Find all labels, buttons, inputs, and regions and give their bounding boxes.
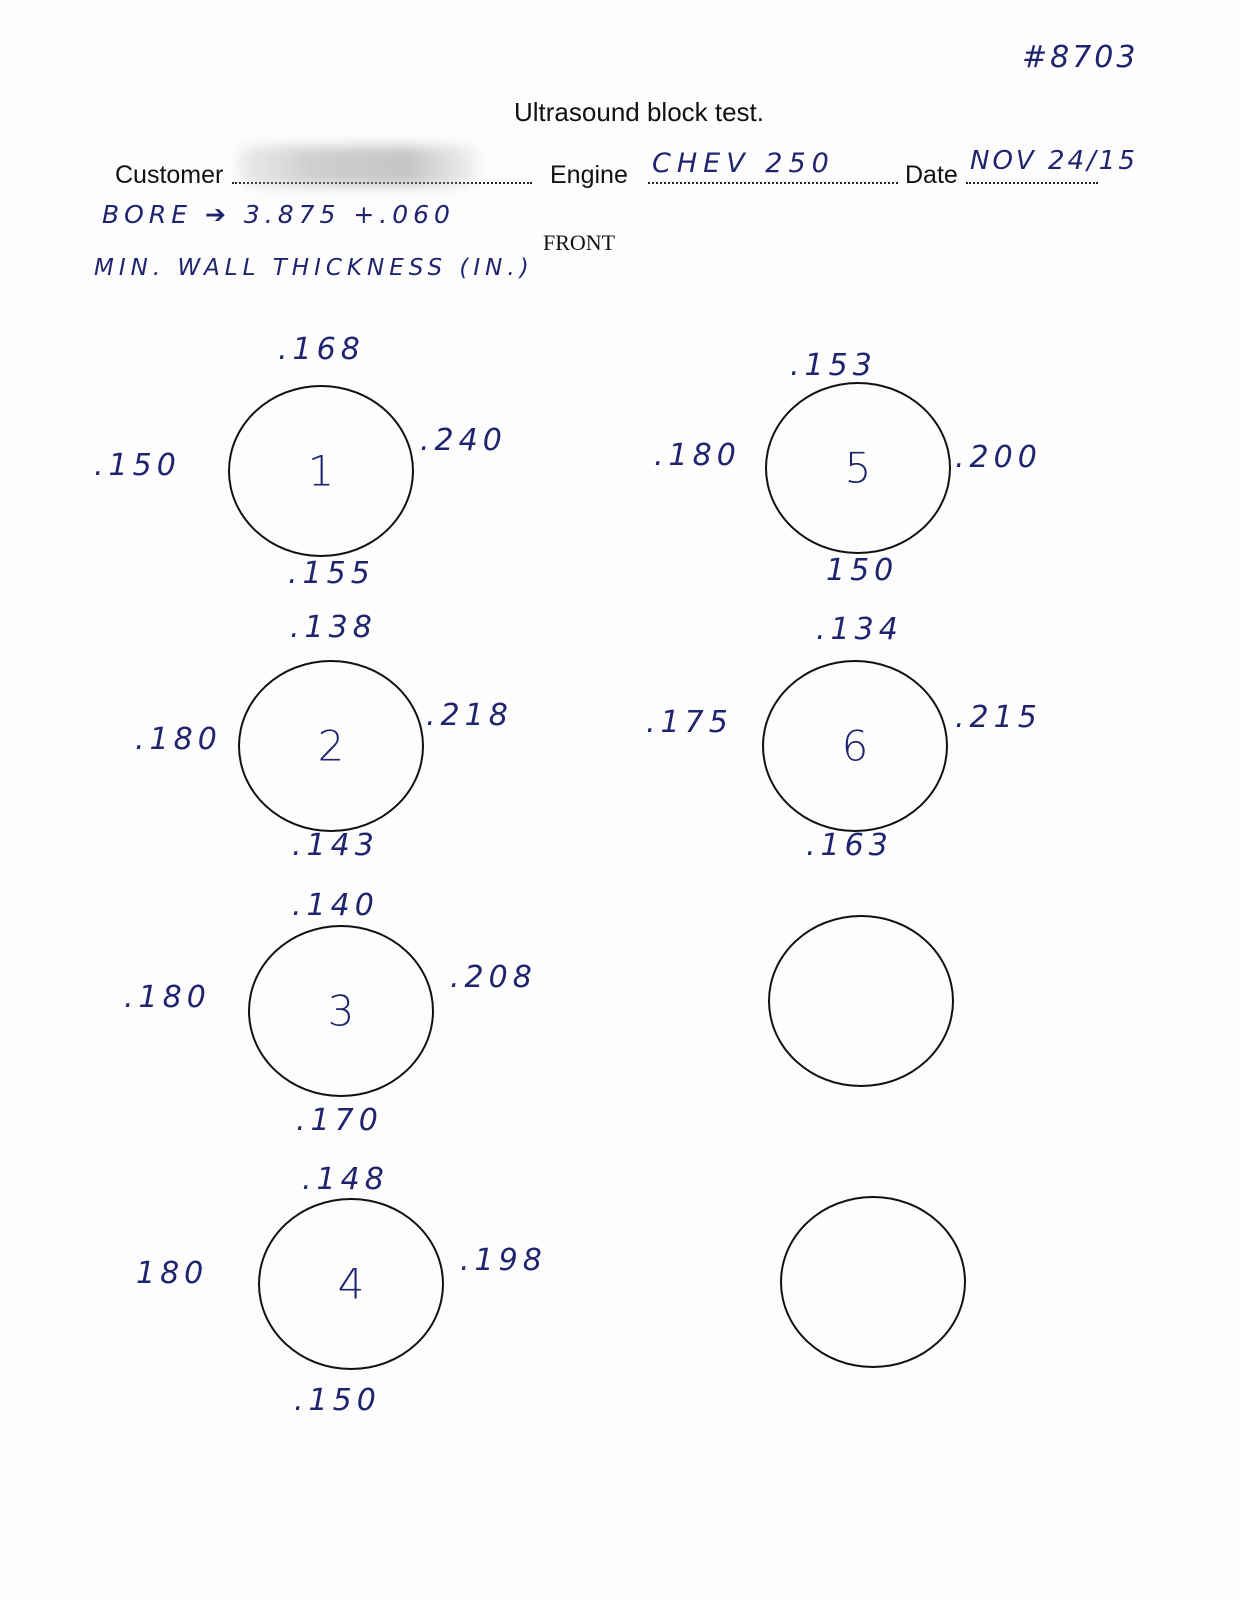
cylinder-1-number: 1 <box>307 446 335 496</box>
customer-label: Customer <box>115 161 224 189</box>
cyl4-top-reading: .148 <box>302 1162 389 1197</box>
cylinder-3-number: 3 <box>327 986 355 1036</box>
wall-thickness-note: MIN. WALL THICKNESS (IN.) <box>94 255 534 281</box>
cyl5-top-reading: .153 <box>790 348 877 383</box>
date-label: Date <box>905 161 958 189</box>
engine-field-line <box>648 182 898 184</box>
cylinder-6 <box>762 660 948 832</box>
cylinder-4-number: 4 <box>337 1259 365 1309</box>
cyl2-left-reading: .180 <box>135 722 222 757</box>
cyl1-top-reading: .168 <box>278 332 365 367</box>
cyl4-right-reading: .198 <box>460 1243 547 1278</box>
cyl6-left-reading: .175 <box>646 705 733 740</box>
cyl4-left-reading: 180 <box>136 1256 209 1291</box>
cylinder-1 <box>228 385 414 557</box>
cyl3-left-reading: .180 <box>124 980 211 1015</box>
cyl6-top-reading: .134 <box>816 612 903 647</box>
customer-redaction <box>238 146 478 186</box>
cyl6-bottom-reading: .163 <box>806 828 893 863</box>
cyl3-bottom-reading: .170 <box>296 1103 383 1138</box>
cylinder-4 <box>258 1198 444 1370</box>
cyl3-top-reading: .140 <box>292 888 379 923</box>
form-title: Ultrasound block test. <box>514 97 765 127</box>
date-value: NOV 24/15 <box>970 146 1138 176</box>
cylinder-2-number: 2 <box>317 721 345 771</box>
cyl2-top-reading: .138 <box>290 610 377 645</box>
cyl1-right-reading: .240 <box>420 423 507 458</box>
cylinder-6-number: 6 <box>841 721 869 771</box>
cylinder-5 <box>765 382 951 554</box>
cyl5-bottom-reading: 150 <box>826 553 899 588</box>
cylinder-8-blank <box>780 1196 966 1368</box>
engine-label: Engine <box>550 161 628 189</box>
cylinder-5-number: 5 <box>844 443 872 493</box>
cyl5-left-reading: .180 <box>654 438 741 473</box>
cyl1-left-reading: .150 <box>94 448 181 483</box>
engine-value: CHEV 250 <box>652 148 835 179</box>
cyl6-right-reading: .215 <box>955 700 1042 735</box>
cylinder-2 <box>238 660 424 832</box>
cyl5-right-reading: .200 <box>955 440 1042 475</box>
form-number: #8703 <box>1022 40 1139 75</box>
bore-note: BORE ➔ 3.875 +.060 <box>102 200 455 229</box>
front-label: FRONT <box>543 230 616 255</box>
cyl1-bottom-reading: .155 <box>288 556 375 591</box>
date-field-line <box>966 182 1098 184</box>
cyl2-right-reading: .218 <box>426 698 513 733</box>
cylinder-7-blank <box>768 915 954 1087</box>
cyl2-bottom-reading: .143 <box>292 828 379 863</box>
cylinder-3 <box>248 925 434 1097</box>
cyl3-right-reading: .208 <box>450 960 537 995</box>
cyl4-bottom-reading: .150 <box>294 1383 381 1418</box>
